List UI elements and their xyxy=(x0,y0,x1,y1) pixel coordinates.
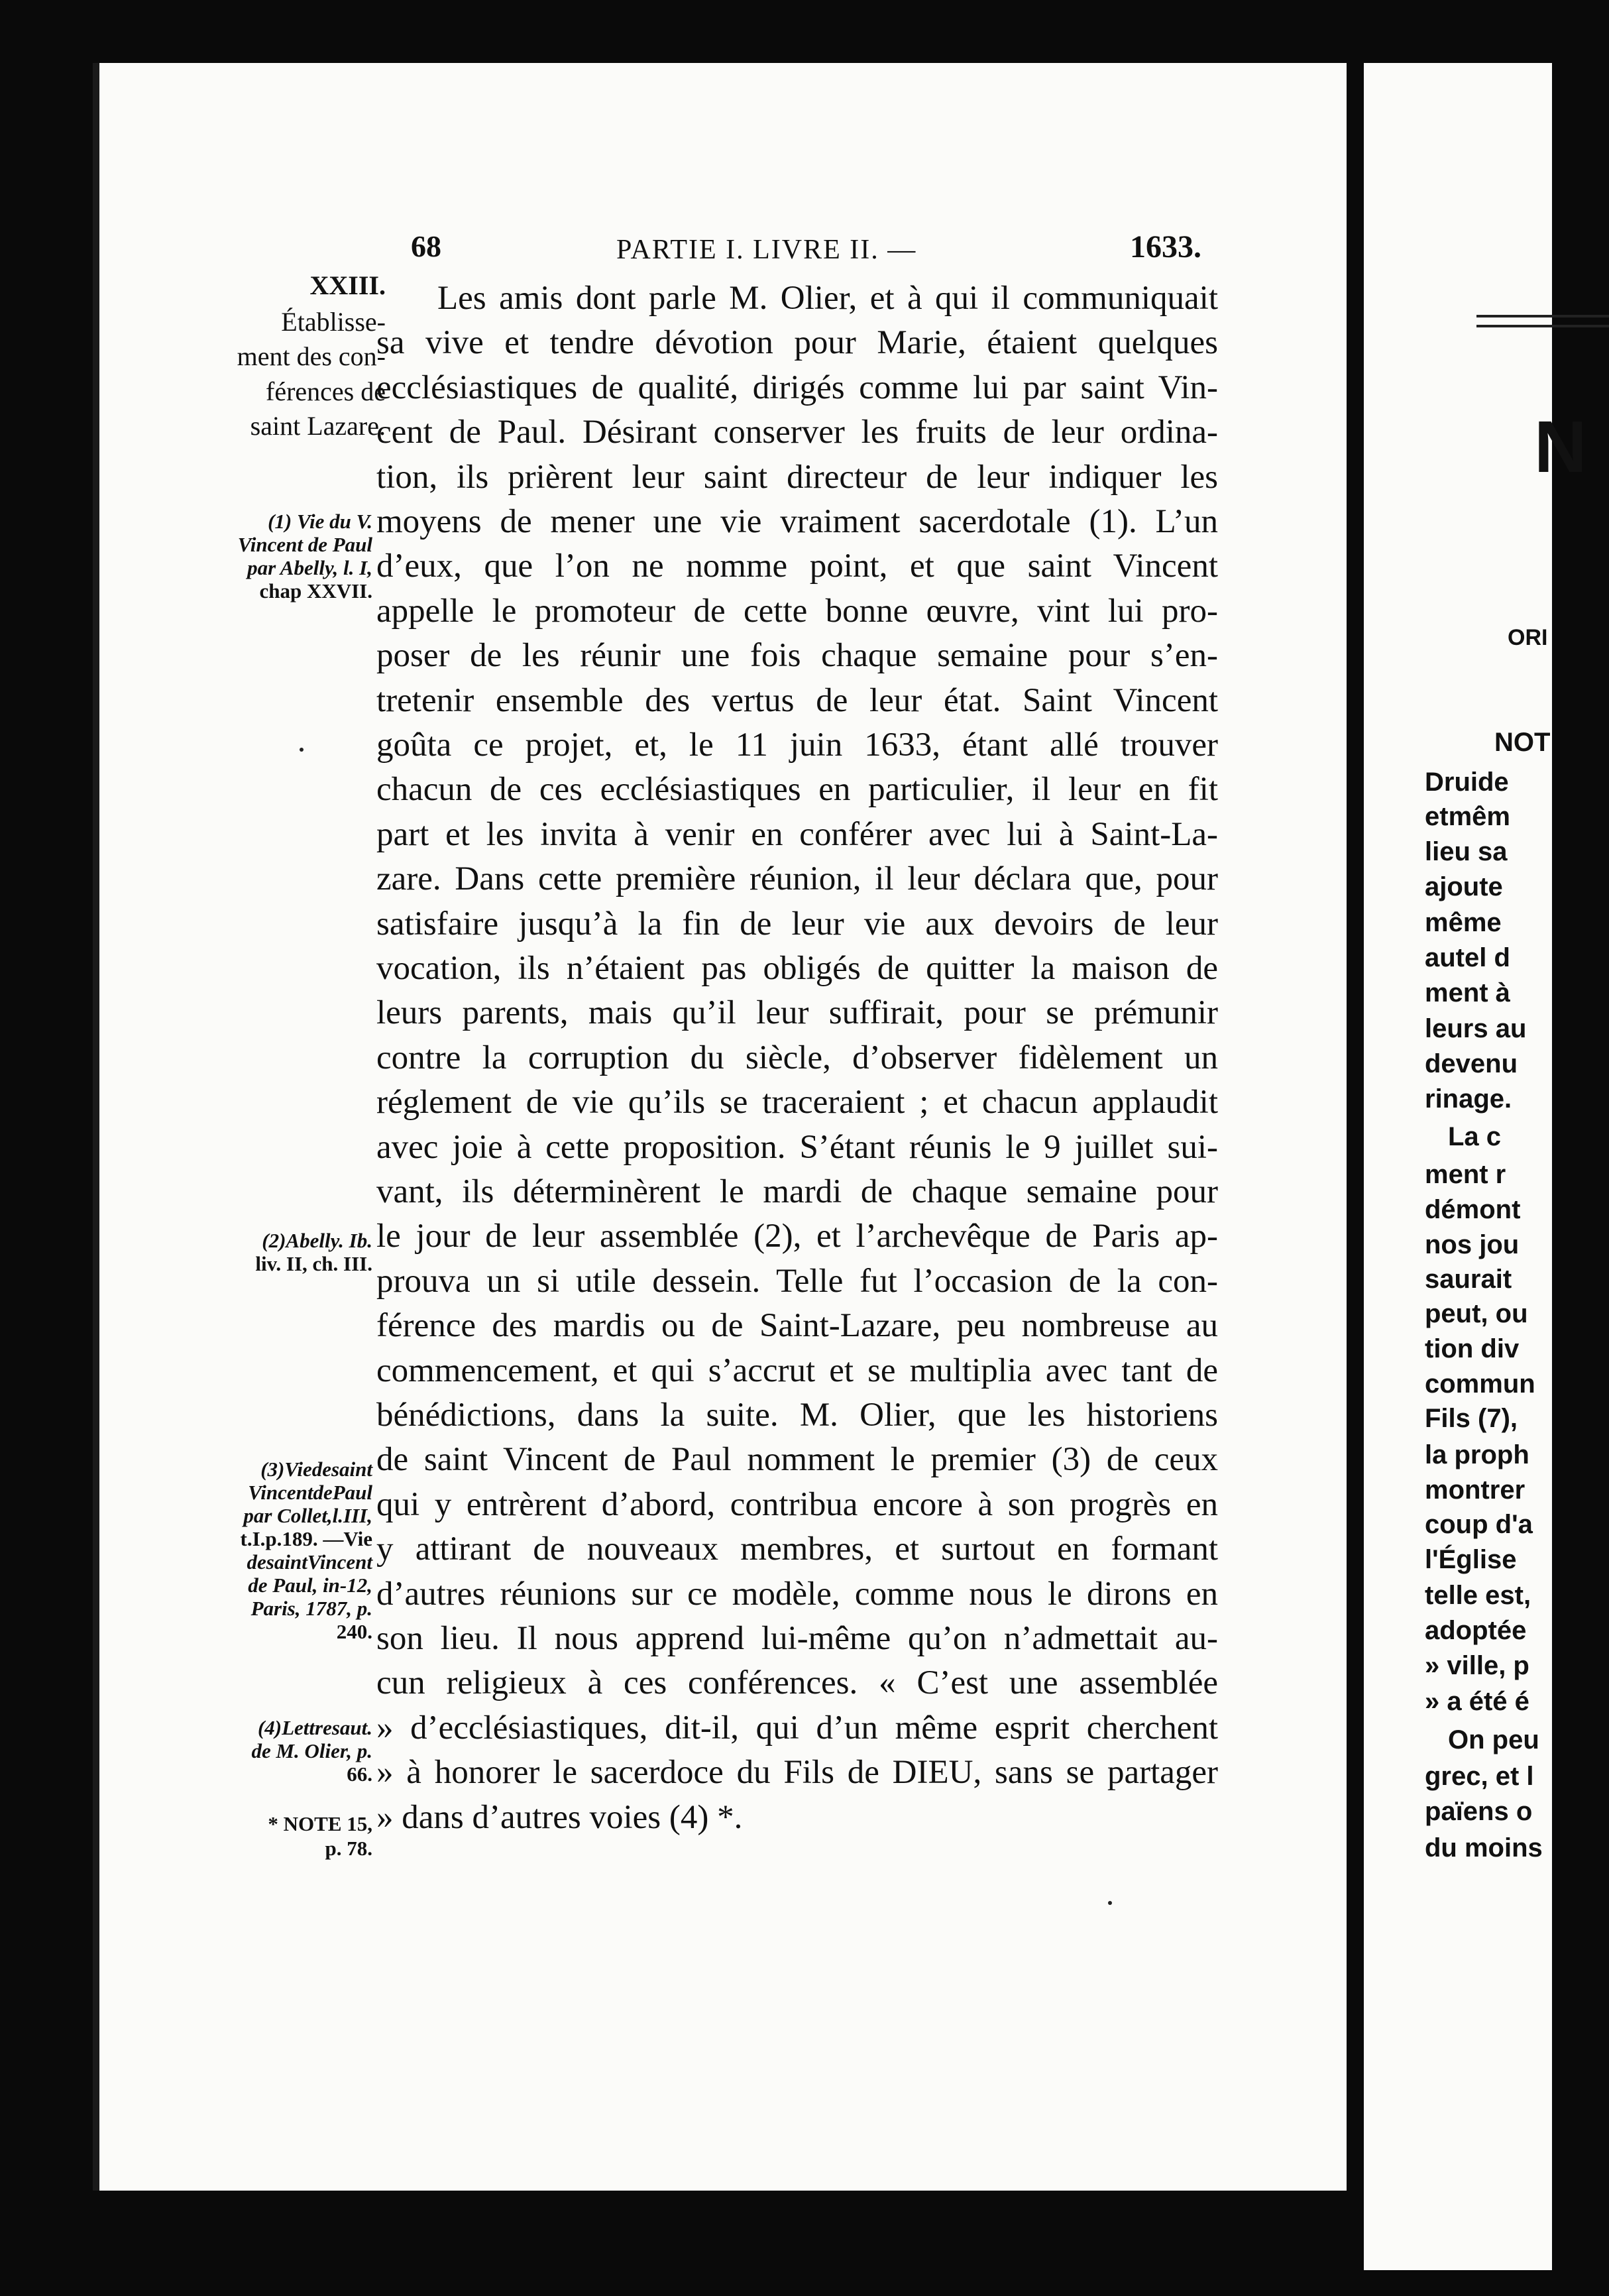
footnote-1-line: Vincent de Paul xyxy=(237,533,372,556)
right-page-fragment: saurait xyxy=(1425,1265,1512,1294)
body-line: part et les invita à venir en conférer avec lui à Saint-La- xyxy=(376,816,1218,853)
right-page-fragment: La c xyxy=(1448,1122,1502,1151)
speck xyxy=(1108,1901,1112,1905)
right-page-fragment: NOT xyxy=(1494,728,1551,757)
body-line: satisfaire jusqu’à la fin de leur vie aux devoirs de leur xyxy=(376,905,1218,943)
body-line: avec joie à cette proposition. S’étant réunis le 9 juillet sui- xyxy=(376,1129,1218,1166)
body-line: vant, ils déterminèrent le mardi de chaque semaine pour xyxy=(376,1173,1218,1210)
right-page-fragment: grec, et l xyxy=(1425,1762,1534,1791)
right-page-fragment: » a été é xyxy=(1425,1687,1529,1716)
footnote-1-line: par Abelly, l. I, xyxy=(247,556,372,579)
footnote-3-line: VincentdePaul xyxy=(248,1481,372,1504)
body-line: le jour de leur assemblée (2), et l’archevêque de Paris ap- xyxy=(376,1218,1218,1255)
footnote-4-line: de M. Olier, p. xyxy=(251,1739,372,1762)
body-line: prouva un si utile dessein. Telle fut l’occasion de la con- xyxy=(376,1263,1218,1300)
note-reference-line: * NOTE 15, xyxy=(268,1812,372,1835)
footnote-1-line: (1) Vie du V. xyxy=(268,510,372,533)
right-page-fragment: Fils (7), xyxy=(1425,1404,1518,1433)
body-line: tretenir ensemble des vertus de leur état. Saint Vincent xyxy=(376,682,1218,719)
right-page-fragment: démont xyxy=(1425,1195,1521,1224)
right-page-fragment: devenu xyxy=(1425,1049,1518,1078)
body-line: de saint Vincent de Paul nomment le premier (3) de ceux xyxy=(376,1441,1218,1478)
footnote-3-line: par Collet,l.III, xyxy=(243,1504,372,1527)
right-page-fragment: autel d xyxy=(1425,943,1510,972)
footnote-3-line: Paris, 1787, p. xyxy=(250,1597,372,1620)
footnote-3-line: (3)Viedesaint xyxy=(260,1458,372,1481)
right-page-fragment: tion div xyxy=(1425,1334,1520,1363)
running-year: 1633. xyxy=(1130,229,1201,264)
body-line: » à honorer le sacerdoce du Fils de DIEU, sans se partager xyxy=(376,1754,1218,1791)
body-line: appelle le promoteur de cette bonne œuvre, vint lui pro- xyxy=(376,593,1218,630)
body-line: » dans d’autres voies (4) *. xyxy=(376,1799,743,1836)
right-page-fragment: etmêm xyxy=(1425,802,1510,831)
body-line: cent de Paul. Désirant conserver les fruits de leur ordina- xyxy=(376,414,1218,451)
footnote-4-line: (4)Lettresaut. xyxy=(257,1716,372,1739)
footnote-3-line: de Paul, in-12, xyxy=(248,1574,372,1597)
body-line: qui y entrèrent d’abord, contribua encore à son progrès en xyxy=(376,1486,1218,1523)
body-line: » d’ecclésiastiques, dit-il, qui d’un même esprit cherchent xyxy=(376,1709,1218,1747)
right-page-fragment: peut, ou xyxy=(1425,1299,1528,1328)
body-line: vocation, ils n’étaient pas obligés de quitter la maison de xyxy=(376,950,1218,987)
body-line: zare. Dans cette première réunion, il leur déclara que, pour xyxy=(376,860,1218,897)
book-gutter xyxy=(1347,60,1364,2267)
footnote-3-line: 240. xyxy=(336,1620,372,1643)
right-page-fragment: la proph xyxy=(1425,1440,1529,1469)
right-page-fragment: » ville, p xyxy=(1425,1651,1529,1680)
body-line: d’eux, que l’on ne nomme point, et que saint Vincent xyxy=(376,547,1218,585)
footnote-4-line: 66. xyxy=(347,1762,372,1786)
body-line: y attirant de nouveaux membres, et surtout en formant xyxy=(376,1530,1218,1568)
footnote-2-line: (2)Abelly. Ib. xyxy=(262,1229,372,1252)
right-page-fragment: ment à xyxy=(1425,978,1510,1007)
body-line: poser de les réunir une fois chaque semaine pour s’en- xyxy=(376,637,1218,674)
body-line: bénédictions, dans la suite. M. Olier, que les historiens xyxy=(376,1397,1218,1434)
page-number: 68 xyxy=(411,229,441,263)
right-page-rule xyxy=(1476,325,1609,327)
right-page-fragment: telle est, xyxy=(1425,1581,1531,1610)
right-page-fragment: ORI xyxy=(1508,625,1548,650)
right-page-fragment: païens o xyxy=(1425,1797,1533,1826)
running-title: PARTIE I. LIVRE II. — xyxy=(616,235,917,265)
note-reference-line: p. 78. xyxy=(325,1837,372,1860)
right-page-fragment: On peu xyxy=(1448,1725,1539,1754)
right-page-fragment: Druide xyxy=(1425,768,1509,797)
section-number: XXIII. xyxy=(309,270,386,300)
body-line: contre la corruption du siècle, d’observer fidèlement un xyxy=(376,1039,1218,1076)
body-line: ecclésiastiques de qualité, dirigés comme lui par saint Vin- xyxy=(376,369,1218,406)
right-page-fragment: nos jou xyxy=(1425,1230,1520,1259)
section-head-line: férences de xyxy=(266,376,386,406)
footnote-3-line: desaintVincent xyxy=(247,1550,372,1574)
body-line: commencement, et qui s’accrut et se multiplia avec tant de xyxy=(376,1352,1218,1389)
right-page-fragment: montrer xyxy=(1425,1475,1526,1505)
footnote-2-line: liv. II, ch. III. xyxy=(255,1252,372,1275)
speck xyxy=(300,748,304,752)
right-page-fragment: N xyxy=(1534,406,1587,488)
right-page-fragment: ment r xyxy=(1425,1160,1506,1189)
right-page-rule xyxy=(1476,315,1609,317)
body-line: goûta ce projet, et, le 11 juin 1633, étant allé trouver xyxy=(376,726,1218,764)
body-line: son lieu. Il nous apprend lui-même qu’on n’admettait au- xyxy=(376,1620,1218,1657)
body-line: leurs parents, mais qu’il leur suffirait, pour se prémunir xyxy=(376,994,1218,1031)
right-page-fragment: même xyxy=(1425,908,1502,937)
body-line: sa vive et tendre dévotion pour Marie, étaient quelques xyxy=(376,324,1218,361)
right-page-fragment: rinage. xyxy=(1425,1084,1512,1114)
section-head-line: saint Lazare. xyxy=(250,411,386,441)
body-line: chacun de ces ecclésiastiques en particulier, il leur en fit xyxy=(376,771,1218,808)
right-page-fragment: ajoute xyxy=(1425,872,1503,901)
body-line: réglement de vie qu’ils se traceraient ; et chacun applaudit xyxy=(376,1084,1218,1121)
right-page-fragment: commun xyxy=(1425,1369,1535,1399)
section-head-line: ment des con- xyxy=(237,341,386,371)
right-page-fragment: adoptée xyxy=(1425,1616,1527,1645)
body-line: Les amis dont parle M. Olier, et à qui il communiquait xyxy=(437,280,1218,317)
body-line: tion, ils prièrent leur saint directeur de leur indiquer les xyxy=(376,459,1218,496)
section-head-line: Établisse- xyxy=(281,307,386,337)
body-line: férence des mardis ou de Saint-Lazare, peu nombreuse au xyxy=(376,1307,1218,1344)
right-page-fragment: leurs au xyxy=(1425,1014,1527,1043)
right-page-fragment: du moins xyxy=(1425,1833,1543,1863)
right-page-fragment: l'Église xyxy=(1425,1545,1517,1574)
right-page-fragment: lieu sa xyxy=(1425,837,1508,866)
body-line: d’autres réunions sur ce modèle, comme nous le dirons en xyxy=(376,1576,1218,1613)
footnote-1-line: chap XXVII. xyxy=(259,579,372,603)
right-page-fragment: coup d'a xyxy=(1425,1510,1533,1539)
body-line: cun religieux à ces conférences. « C’est une assemblée xyxy=(376,1664,1218,1701)
footnote-3-line: t.I.p.189. —Vie xyxy=(240,1527,372,1550)
body-line: moyens de mener une vie vraiment sacerdotale (1). L’un xyxy=(376,503,1218,540)
